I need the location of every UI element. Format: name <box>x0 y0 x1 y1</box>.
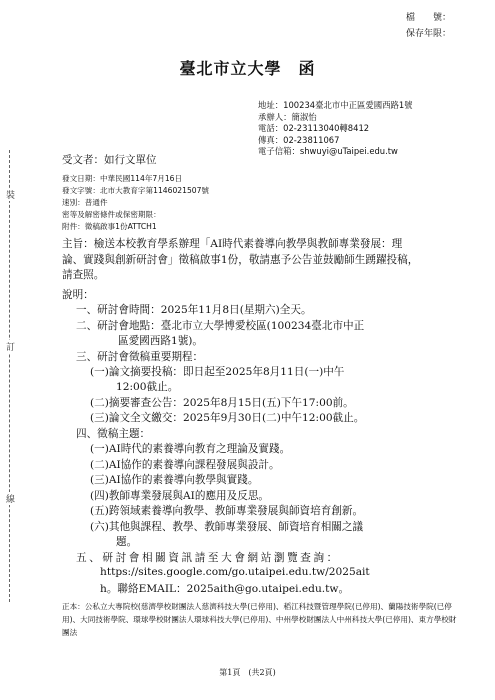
contact-fax: 傳真：02-23811067 <box>258 134 340 145</box>
archive-number-label: 檔 號： <box>405 13 451 23</box>
explanation-label: 說明： <box>62 289 94 301</box>
binding-mark-xian: 線 <box>6 492 15 505</box>
item-four-4: (四)教師專業發展與AI的應用及反思。 <box>90 490 270 502</box>
contact-phone: 電話：02-23113040轉8412 <box>258 123 370 134</box>
item-four-3: (三)AI協作的素養導向教學與實踐。 <box>90 474 259 486</box>
item-four-2: (二)AI協作的素養導向課程發展與設計。 <box>90 459 280 471</box>
item-two-line1: 二、研討會地點：臺北市立大學博愛校區(100234臺北市中正 <box>76 320 365 332</box>
item-four-6-line1: (六)其他與課程、教學、教師專業發展、師資培育相關之議 <box>90 521 364 533</box>
recipient: 受文者：如行文單位 <box>62 154 157 166</box>
retention-period-label: 保存年限： <box>405 29 451 39</box>
issue-date: 發文日期：中華民國114年7月16日 <box>62 174 183 183</box>
item-three-1-line2: 12:00截止。 <box>116 381 179 393</box>
item-five-email[interactable]: h。聯絡EMAIL：2025aith@go.utaipei.edu.tw。 <box>100 583 350 595</box>
item-two-line2: 區愛國西路1號)。 <box>118 335 204 347</box>
item-four-6-line2: 題。 <box>116 536 138 548</box>
binding-mark-ding: 訂 <box>6 340 15 353</box>
binding-mark-zhuang: 裝 <box>6 188 15 201</box>
contact-officer: 承辦人：簡淑怡 <box>258 111 317 122</box>
binding-line <box>9 150 10 602</box>
contact-email: 電子信箱：shwuyi@uTaipei.edu.tw <box>258 146 398 157</box>
item-three-3: (三)論文全文繳交：2025年9月30日(二)中午12:00截止。 <box>90 412 365 424</box>
item-five-url[interactable]: https://sites.google.com/go.utaipei.edu.tw/2025ait <box>100 566 370 578</box>
item-five-line1: 五、研討會相關資訊請至大會網站瀏覽查詢： <box>76 552 340 564</box>
contact-block <box>258 100 413 158</box>
contact-address: 地址：100234臺北市中正區愛國西路1號 <box>258 100 413 110</box>
item-one: 一、研討會時間：2025年11月8日(星期六)全天。 <box>76 304 312 316</box>
item-four-1: (一)AI時代的素養導向教育之理論及實踐。 <box>90 443 291 455</box>
item-four-5: (五)跨領域素養導向教學、教師專業發展與師資培育創新。 <box>90 505 364 517</box>
document-title: 臺北市立大學 函 <box>179 59 316 78</box>
delivery-speed: 速別：普通件 <box>62 198 108 207</box>
item-three-2: (二)摘要審查公告：2025年8月15日(五)下午17:00前。 <box>90 397 354 409</box>
confidentiality: 密等及解密條件或保密期限： <box>62 210 161 219</box>
subject: 主旨：檢送本校教育學系辦理「AI時代素養導向教學與教師專業發展：理論、實踐與創新研討會」徵稿啟事1份，敬請惠予公告並鼓勵師生踴躍投稿，請查照。 <box>62 238 419 281</box>
attachment-link[interactable]: 附件：徵稿啟事1份ATTCH1 <box>62 222 157 231</box>
item-three-1-line1: (一)論文摘要投稿：即日起至2025年8月11日(一)中午 <box>90 366 345 378</box>
cc-recipients: 正本：公私立大專院校(慈濟學校財團法人慈濟科技大學(已停用)、稻江科技暨管理學院(已停用)、蘭陽技術學院(已停用)、大同技術學院、環球學校財團法人環球科技大學(已停用)、中州學校財團法人中州科技大學(已停用)、東方學校財團法 <box>62 602 457 637</box>
document-number: 發文字號：北市大教育字第1146021507號 <box>62 186 210 195</box>
page-number: 第1頁 (共2頁) <box>219 668 276 677</box>
item-four: 四、徵稿主題： <box>76 428 151 440</box>
item-three: 三、研討會徵稿重要期程： <box>76 351 204 363</box>
